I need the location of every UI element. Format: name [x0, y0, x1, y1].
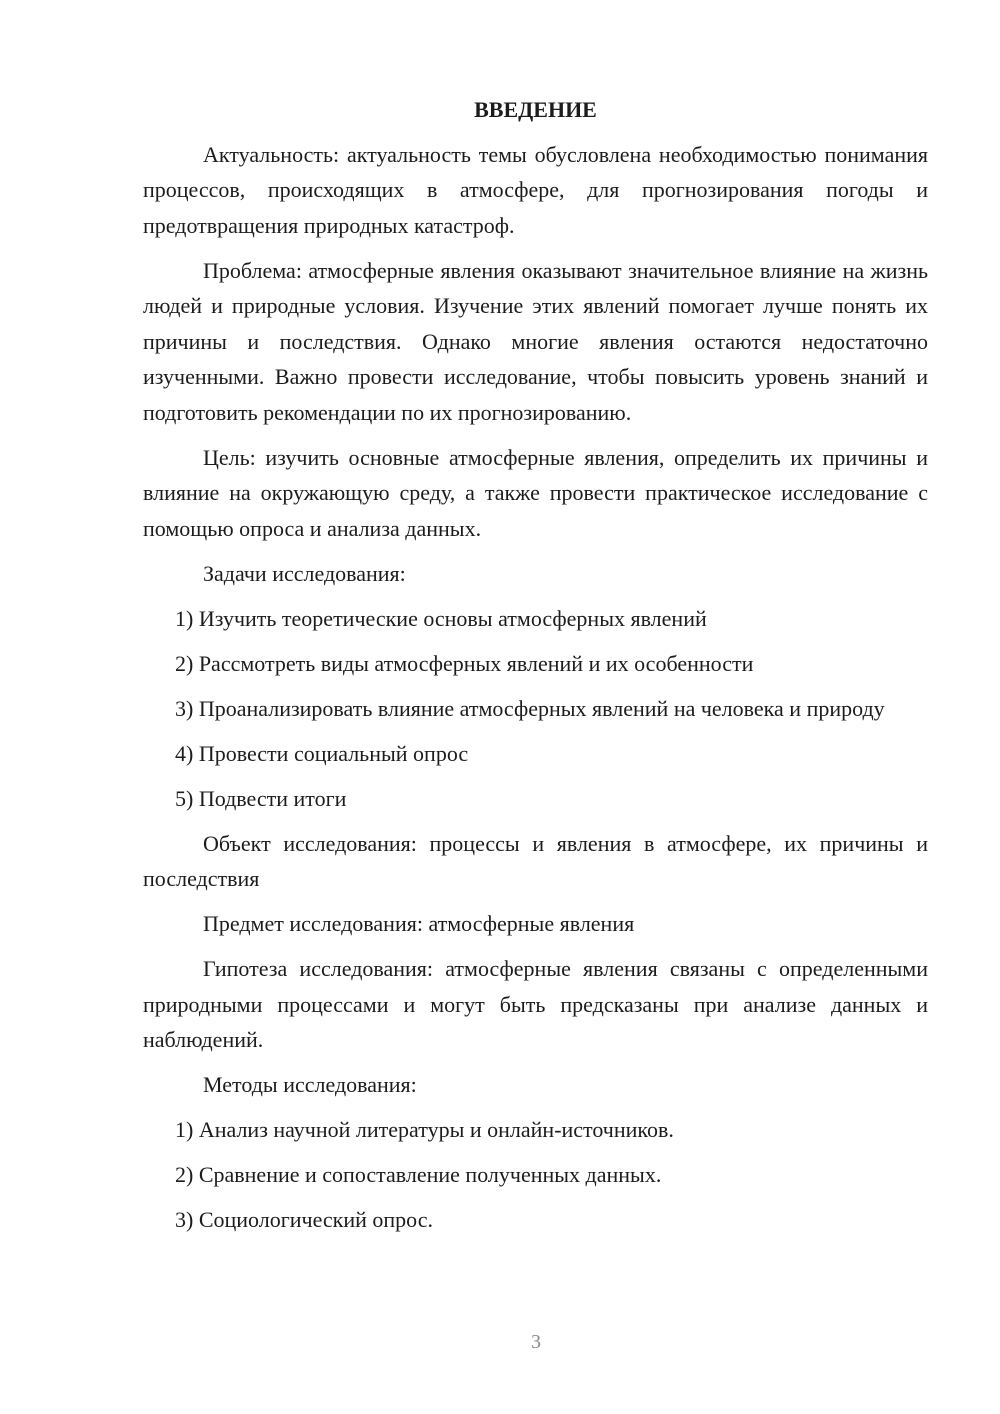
page-content [143, 92, 928, 1247]
task-item: 2) Рассмотреть виды атмосферных явлений и их особенности [175, 650, 754, 676]
method-item: 1) Анализ научной литературы и онлайн-источников. [175, 1117, 674, 1142]
task-item: 1) Изучить теоретические основы атмосферных явлений [175, 605, 707, 631]
tasks-title: Задачи исследования: [203, 560, 406, 586]
method-item: 3) Социологический опрос. [175, 1207, 433, 1232]
hypothesis-paragraph: Гипотеза исследования: атмосферные явления связаны с определенными природными процессами и могут быть предсказаны при анализе данных и наблюдений. [143, 956, 928, 1052]
method-item: 2) Сравнение и сопоставление полученных данных. [175, 1162, 662, 1187]
goal-paragraph: Цель: изучить основные атмосферные явления, определить их причины и влияние на окружающую среду, а также провести практическое исследование с помощью опроса и анализа данных. [143, 444, 928, 541]
object-paragraph: Объект исследования: процессы и явления в атмосфере, их причины и последствия [143, 830, 928, 891]
methods-title: Методы исследования: [203, 1072, 417, 1097]
task-item: 4) Провести социальный опрос [175, 740, 469, 766]
page-title: ВВЕДЕНИЕ [474, 97, 597, 122]
problem-paragraph: Проблема: атмосферные явления оказывают значительное влияние на жизнь людей и природные условия. Изучение этих явлений помогает лучше понять их причины и последствия. Однако многие явления остаются недостаточно изученными. Важно провести исследование, чтобы повысить уровень знаний и подготовить рекомендации по их прогнозированию. [143, 257, 928, 425]
page-number: 3 [531, 1331, 541, 1353]
task-item: 3) Проанализировать влияние атмосферных явлений на человека и природу [175, 695, 885, 721]
task-item: 5) Подвести итоги [175, 785, 347, 811]
subject-paragraph: Предмет исследования: атмосферные явления [203, 911, 635, 936]
relevance-paragraph: Актуальность: актуальность темы обусловлена необходимостью понимания процессов, происходящих в атмосфере, для прогнозирования погоды и предотвращения природных катастроф. [143, 141, 928, 238]
